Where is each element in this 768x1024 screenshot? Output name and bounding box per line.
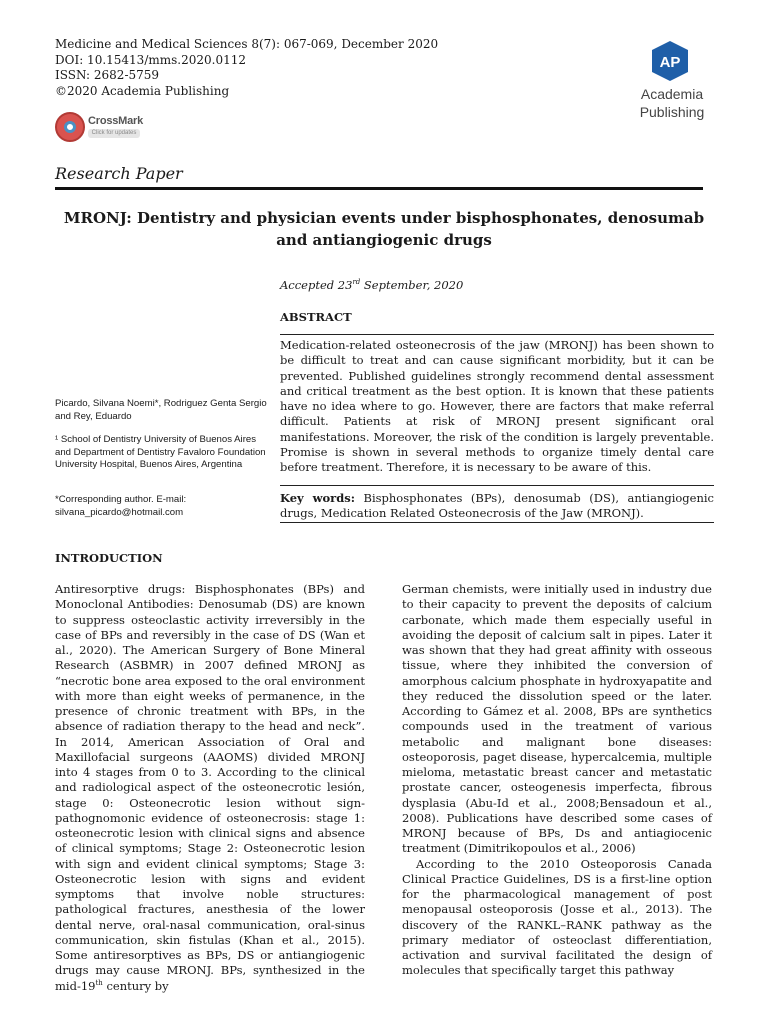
crossmark-badge[interactable] <box>55 112 145 146</box>
abstract-top-rule <box>280 334 714 335</box>
body-column-right <box>402 582 712 979</box>
author-list: Picardo, Silvana Noemi*, Rodriguez Genta Sergio and Rey, Eduardo <box>55 398 267 422</box>
paper-title-line1: MRONJ: Dentistry and physician events under bisphosphonates, denosumab <box>63 209 705 227</box>
academia-publishing-logo-icon <box>652 41 688 81</box>
publisher-line1: Academia <box>640 86 704 102</box>
intro-paragraph-1 <box>55 582 365 994</box>
body-column-left <box>55 582 365 994</box>
keywords-label: Key words: <box>280 491 355 505</box>
paper-title <box>55 207 713 251</box>
logo-mark-text: AP <box>659 54 681 71</box>
journal-meta <box>55 37 438 99</box>
publisher-line2: Publishing <box>639 104 705 120</box>
accepted-suffix: September, 2020 <box>360 278 464 292</box>
keywords <box>280 491 714 522</box>
journal-doi[interactable]: DOI: 10.15413/mms.2020.0112 <box>55 52 246 67</box>
abstract-text: Medication-related osteonecrosis of the jaw (MRONJ) has been shown to be difficult to treat and can cause significant morbidity, but it can be prevented. Published guidelines strongly recommend dental assessment and critical treatment as the best option. It is known that these patients have no idea where to go. However, there are factors that make referral difficult. Patients at risk of MRONJ present significant oral manifestations. Moreover, the risk of the condition is largely preventable. Promise is shown in several methods to organize timely dental care before treatment. Therefore, it is necessary to be aware of this. <box>280 338 714 475</box>
accepted-date <box>280 278 463 292</box>
journal-issn: ISSN: 2682-5759 <box>55 68 160 82</box>
crossmark-sublabel: Click for updates <box>88 129 140 138</box>
intro-p1-sup: th <box>95 978 103 987</box>
publisher-name <box>622 85 722 121</box>
accepted-prefix: Accepted 23 <box>280 278 353 292</box>
accepted-sup: rd <box>352 278 361 287</box>
author-affiliation: ¹ School of Dentistry University of Buenos Aires and Department of Dentistry Favaloro Foundation University Hospital, Buenos Aires, Argentina <box>55 434 266 470</box>
keywords-bottom-rule <box>280 522 714 523</box>
journal-copyright: ©2020 Academia Publishing <box>55 83 230 98</box>
journal-citation: Medicine and Medical Sciences 8(7): 067-069, December 2020 <box>55 37 439 51</box>
crossmark-icon <box>55 112 85 142</box>
abstract-mid-rule <box>280 485 714 486</box>
intro-paragraph-2: German chemists, were initially used in industry due to their capacity to prevent the deposits of calcium carbonate, which made them especially useful in avoiding the deposit of calcium salt in pipes. Later it was shown that they had great affinity with osseous tissue, where they inhibited the conversion of amorphous calcium phosphate in hydroxyapatite and they reduced the dissolution speed or the later. According to Gámez et al. 2008, BPs are synthetics compounds used in the treatment of various metabolic and malignant bone diseases: osteoporosis, paget disease, hypercalcemia, multiple mieloma, metastatic breast cancer and metastatic prostate cancer, osteogenesis imperfecta, fibrous dysplasia (Abu-Id et al., 2008;Bensadoun et al., 2008). Publications have described some cases of MRONJ because of BPs, Ds and antiagiocenic treatment (Dimitrikopoulos et al., 2006) <box>402 582 712 856</box>
crossmark-label: CrossMark <box>88 115 144 127</box>
intro-p1-tail: century by <box>102 978 169 993</box>
intro-paragraph-3: According to the 2010 Osteoporosis Canada Clinical Practice Guidelines, DS is a first-line option for the pharmacological management of post menopausal osteoporosis (Josse et al., 2013). The discovery of the RANKL–RANK pathway as the primary mediator of osteoclast differentiation, activation and survival facilitated the design of molecules that specifically target this pathway <box>402 856 712 978</box>
keywords-text: Bisphosphonates (BPs), denosumab (DS), antiangiogenic drugs, Medication Related Osteonecrosis of the Jaw (MRONJ). <box>280 491 715 521</box>
header-divider <box>55 187 703 190</box>
intro-p1-text: Antiresorptive drugs: Bisphosphonates (BPs) and Monoclonal Antibodies: Denosumab (DS) are known to suppress osteoclastic activity irreversibly in the case of BPs and reversibly in the case of DS (Wan et al., 2020). The American Surgery of Bone Mineral Research (ASBMR) in 2007 defined MRONJ as “necrotic bone area exposed to the oral environment with more than eight weeks of permanence, in the presence of chronic treatment with BPs, in the absence of radiation therapy to the head and neck”. In 2014, American Association of Oral and Maxillofacial surgeons (AAOMS) divided MRONJ into 4 stages from 0 to 3. According to the clinical and radiological aspect of the osteonecrotic lesión, stage 0: Osteonecrotic lesion without sign-pathognomonic evidence of osteonecrosis: stage 1: osteonecrotic lesion with clinical signs and absence of clinical symptoms; Stage 2: Osteonecrotic lesion with sign and evident clinical symptoms; Stage 3: Osteonecrotic lesion with signs and evident symptoms that involve noble structures: pathological fractures, anesthesia of the lower dental nerve, oral-nasal communication, oral-sinus communication, skin fistulas (Khan et al., 2015). Some antiresorptives as BPs, DS or antiangiogenic drugs may cause MRONJ. BPs, synthesized in the mid-19 <box>55 582 365 993</box>
corresponding-author: *Corresponding author. E-mail: silvana_picardo@hotmail.com <box>55 494 187 518</box>
introduction-heading: INTRODUCTION <box>55 551 163 565</box>
section-label: Research Paper <box>55 164 183 183</box>
abstract-heading: ABSTRACT <box>280 310 352 324</box>
paper-title-line2: and antiangiogenic drugs <box>276 231 492 249</box>
